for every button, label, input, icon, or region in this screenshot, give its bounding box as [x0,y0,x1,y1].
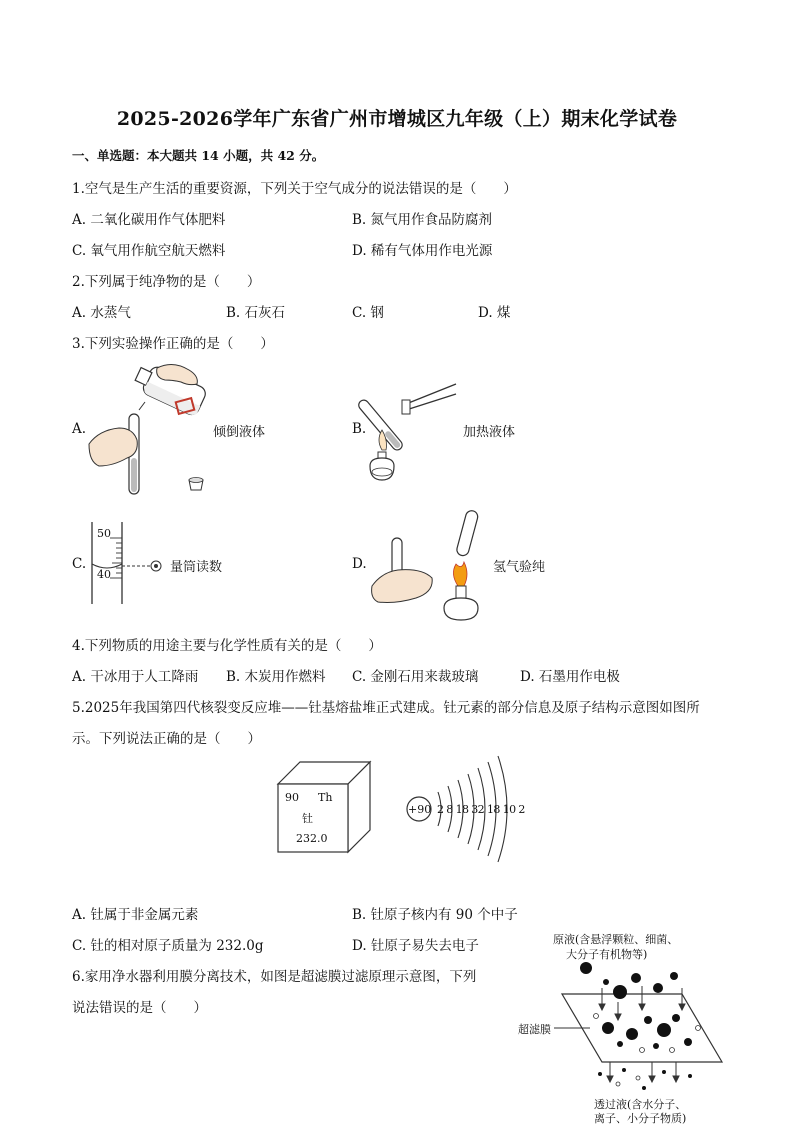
q3-option-a-label: 倾倒液体 [213,425,266,440]
q6-stem-line1: 6.家用净水器利用膜分离技术，如图是超滤膜过滤原理示意图，下列 [72,969,477,985]
cylinder-tick-40: 40 [97,568,111,581]
fig-top-label-line2: 大分子有机物等) [566,948,648,961]
pouring-liquid-illustration [85,362,215,500]
q4-option-d[interactable]: D. 石墨用作电极 [520,669,620,685]
q5-option-a[interactable]: A. 钍属于非金属元素 [72,907,199,923]
q5-option-b[interactable]: B. 钍原子核内有 90 个中子 [352,907,518,923]
q1-option-a[interactable]: A. 二氧化碳用作气体肥料 [72,212,226,228]
atomic-number: 90 [285,791,299,804]
hydrogen-purity-test-illustration [366,508,496,622]
q2-option-a[interactable]: A. 水蒸气 [72,305,131,321]
q2-option-b[interactable]: B. 石灰石 [226,305,286,321]
q3-option-d-label: 氢气验纯 [493,560,546,575]
section-heading: 一、单选题：本大题共 14 小题，共 42 分。 [72,148,325,163]
q1-option-b[interactable]: B. 氮气用作食品防腐剂 [352,212,493,228]
q2-option-d[interactable]: D. 煤 [478,305,511,321]
electron-shells: 2 8 18 32 18 10 2 [437,803,525,816]
q3-option-b-label: 加热液体 [463,425,516,440]
q5-option-d[interactable]: D. 钍原子易失去电子 [352,938,479,954]
fig-membrane-label: 超滤膜 [518,1023,551,1036]
page-title: 2025-2026学年广东省广州市增城区九年级（上）期末化学试卷 [116,108,678,130]
q2-stem: 2.下列属于纯净物的是（ ） [72,274,261,290]
q4-stem: 4.下列物质的用途主要与化学性质有关的是（ ） [72,638,382,654]
q1-stem: 1.空气是生产生活的重要资源，下列关于空气成分的说法错误的是（ ） [72,181,517,197]
q3-stem: 3.下列实验操作正确的是（ ） [72,336,274,352]
q3-option-b-letter[interactable]: B. [352,421,367,437]
q4-option-a[interactable]: A. 干冰用于人工降雨 [72,669,199,685]
q5-option-c[interactable]: C. 钍的相对原子质量为 232.0g [72,938,264,954]
q5-stem-line2: 示。下列说法正确的是（ ） [72,731,261,747]
q6-stem-line2: 说法错误的是（ ） [72,1000,207,1016]
q3-option-a-letter[interactable]: A. [72,421,87,437]
q3-option-c-letter[interactable]: C. [72,556,87,572]
q5-stem-line1: 5.2025年我国第四代核裂变反应堆——钍基熔盐堆正式建成。钍元素的部分信息及原子结构示意图如图所 [72,700,700,716]
atomic-mass: 232.0 [296,832,328,845]
fig-top-label-line1: 原液(含悬浮颗粒、细菌、 [553,933,679,946]
element-symbol: Th [318,791,333,804]
q4-option-b[interactable]: B. 木炭用作燃料 [226,669,326,685]
heating-liquid-illustration [366,380,462,486]
q3-option-d-letter[interactable]: D. [352,556,367,572]
nucleus-charge: +90 [408,803,432,816]
cylinder-tick-50: 50 [97,527,111,540]
element-name: 钍 [302,812,313,825]
q2-option-c[interactable]: C. 钢 [352,305,384,321]
q3-option-c-label: 量筒读数 [170,560,223,575]
q4-option-c[interactable]: C. 金刚石用来裁玻璃 [352,669,479,685]
q1-option-d[interactable]: D. 稀有气体用作电光源 [352,243,493,259]
fig-bottom-label-line1: 透过液(含水分子、 [594,1098,687,1111]
q1-option-c[interactable]: C. 氧气用作航空航天燃料 [72,243,226,259]
fig-bottom-label-line2: 离子、小分子物质) [594,1112,687,1125]
ultrafiltration-membrane-diagram [552,958,724,1094]
